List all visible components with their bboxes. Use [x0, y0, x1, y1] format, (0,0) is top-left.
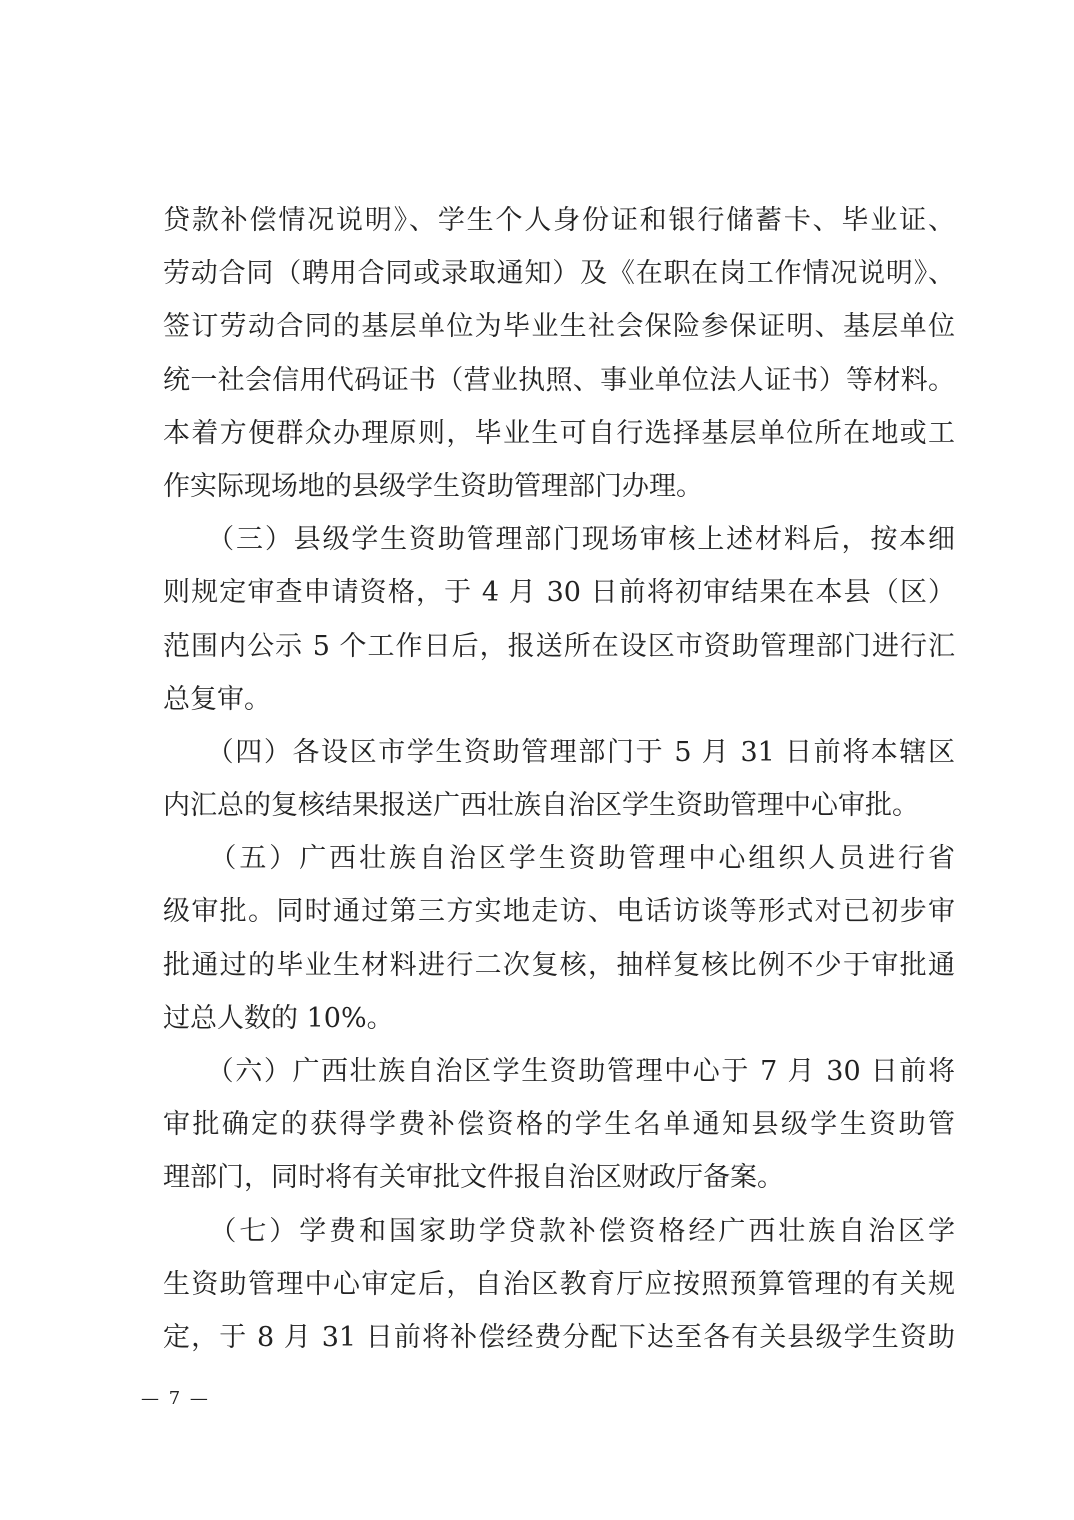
text-line: 统一社会信用代码证书（营业执照、事业单位法人证书）等材料。	[163, 364, 955, 396]
text-line: 理部门，同时将有关审批文件报自治区财政厅备案。	[163, 1162, 784, 1194]
text-line: 范围内公示 5 个工作日后，报送所在设区市资助管理部门进行汇	[163, 630, 955, 662]
text-line: 贷款补偿情况说明》、学生个人身份证和银行储蓄卡、毕业证、	[163, 205, 955, 236]
text-line: 生资助管理中心审定后，自治区教育厅应按照预算管理的有关规	[163, 1268, 955, 1300]
text-line: 批通过的毕业生材料进行二次复核，抽样复核比例不少于审批通	[163, 949, 955, 981]
text-line: 劳动合同（聘用合同或录取通知）及《在职在岗工作情况说明》、	[163, 258, 955, 290]
text-line: 级审批。同时通过第三方实地走访、电话访谈等形式对已初步审	[163, 896, 955, 928]
text-line: （五）广西壮族自治区学生资助管理中心组织人员进行省	[163, 843, 955, 875]
page-number: — 7 —	[141, 1388, 210, 1409]
text-line: （六）广西壮族自治区学生资助管理中心于 7 月 30 日前将	[163, 1056, 955, 1087]
text-line: 签订劳动合同的基层单位为毕业生社会保险参保证明、基层单位	[163, 311, 955, 343]
text-line: （四）各设区市学生资助管理部门于 5 月 31 日前将本辖区	[163, 736, 955, 768]
text-line: 过总人数的 10%。	[163, 1002, 394, 1034]
document-body	[163, 194, 955, 1364]
text-line: 则规定审查申请资格，于 4 月 30 日前将初审结果在本县（区）	[163, 577, 955, 609]
text-line: 总复审。	[163, 683, 271, 715]
text-line: （七）学费和国家助学贷款补偿资格经广西壮族自治区学	[163, 1215, 955, 1247]
text-line: 作实际现场地的县级学生资助管理部门办理。	[163, 470, 703, 502]
text-line: 内汇总的复核结果报送广西壮族自治区学生资助管理中心审批。	[163, 790, 919, 822]
text-line: （三）县级学生资助管理部门现场审核上述材料后，按本细	[163, 524, 955, 556]
text-line: 审批确定的获得学费补偿资格的学生名单通知县级学生资助管	[163, 1109, 955, 1141]
text-line: 定，于 8 月 31 日前将补偿经费分配下达至各有关县级学生资助	[163, 1321, 955, 1353]
text-line: 本着方便群众办理原则，毕业生可自行选择基层单位所在地或工	[163, 417, 955, 449]
